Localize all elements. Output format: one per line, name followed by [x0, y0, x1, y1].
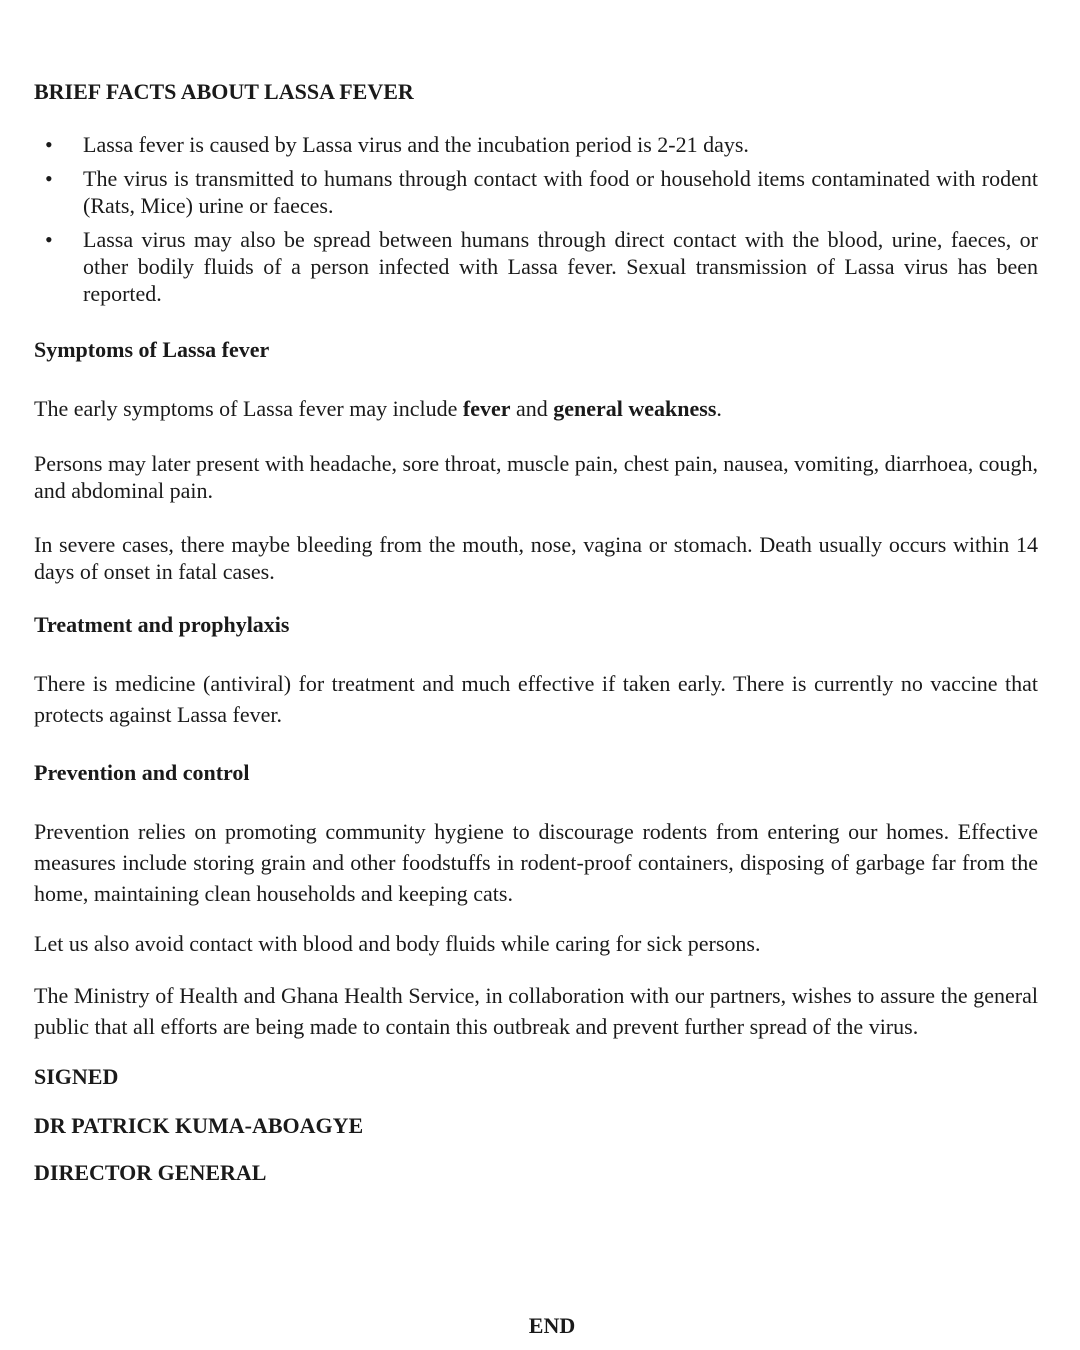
signatory-name: DR PATRICK KUMA-ABOAGYE — [34, 1113, 364, 1138]
bullet-icon: • — [45, 227, 53, 252]
signatory-title: DIRECTOR GENERAL — [34, 1160, 267, 1185]
list-item — [34, 226, 1038, 307]
signed-label: SIGNED — [34, 1064, 119, 1089]
ministry-statement-paragraph: The Ministry of Health and Ghana Health Service, in collaboration with our partners, wishes to assure the general public that all efforts are being made to contain this outbreak and prevent further spread of the virus. — [34, 983, 1038, 1039]
bullet-icon: • — [45, 132, 53, 157]
early-symptoms-connector: and — [510, 396, 554, 421]
early-symptoms-paragraph — [34, 395, 1038, 422]
treatment-paragraph: There is medicine (antiviral) for treatment and much effective if taken early. There is currently no vaccine that protects against Lassa fever. — [34, 671, 1038, 727]
severe-cases-paragraph: In severe cases, there maybe bleeding from the mouth, nose, vagina or stomach. Death usually occurs within 14 days of onset in fatal cases. — [34, 532, 1038, 584]
list-item — [34, 165, 1038, 219]
end-marker: END — [528, 1313, 576, 1338]
early-symptom-weakness: general weakness — [553, 396, 717, 421]
document-title: BRIEF FACTS ABOUT LASSA FEVER — [34, 79, 414, 104]
list-item-text: The virus is transmitted to humans through contact with food or household items contaminated with rodent (Rats, Mice) urine or faeces. — [83, 166, 1038, 218]
early-symptoms-suffix: . — [716, 396, 722, 421]
early-symptoms-prefix: The early symptoms of Lassa fever may include — [34, 396, 463, 421]
bullet-icon: • — [45, 166, 53, 191]
later-symptoms-paragraph: Persons may later present with headache, sore throat, muscle pain, chest pain, nausea, vomiting, diarrhoea, cough, and abdominal pain. — [34, 451, 1038, 503]
prevention-heading: Prevention and control — [34, 760, 250, 785]
early-symptom-fever: fever — [462, 396, 511, 421]
list-item — [34, 131, 1038, 158]
symptoms-heading: Symptoms of Lassa fever — [34, 337, 270, 362]
avoid-contact-paragraph: Let us also avoid contact with blood and body fluids while caring for sick persons. — [34, 931, 761, 956]
list-item-text: Lassa fever is caused by Lassa virus and the incubation period is 2-21 days. — [83, 132, 749, 157]
treatment-heading: Treatment and prophylaxis — [34, 612, 290, 637]
prevention-paragraph: Prevention relies on promoting community hygiene to discourage rodents from entering our homes. Effective measures include storing grain and other foodstuffs in rodent-proof containers, disposing of garbage far from the home, maintaining clean households and keeping cats. — [34, 819, 1038, 906]
facts-list — [34, 131, 1038, 314]
list-item-text: Lassa virus may also be spread between humans through direct contact with the blood, urine, faeces, or other bodily fluids of a person infected with Lassa fever. Sexual transmission of Lassa virus has been reported. — [83, 227, 1038, 306]
